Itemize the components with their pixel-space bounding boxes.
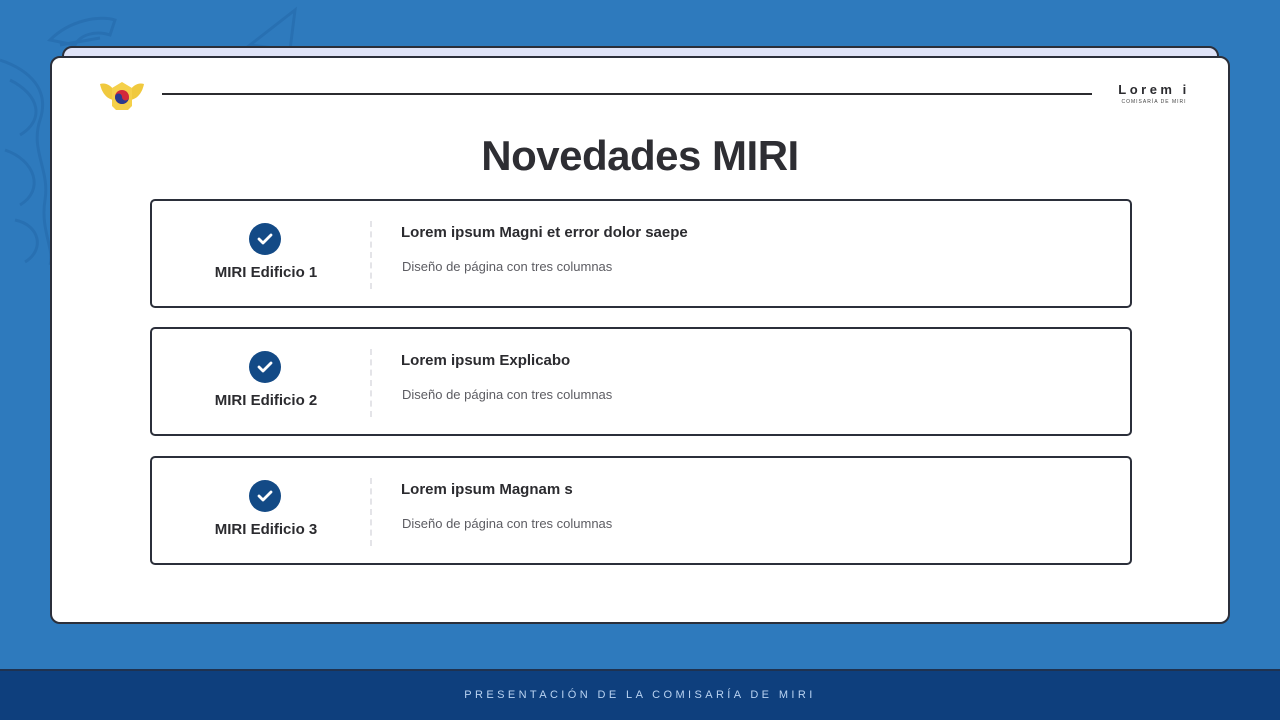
list-item [150,327,1132,436]
brand-name: Lorem i [1118,82,1190,97]
brand-subtitle: COMISARÍA DE MIRI [1121,99,1187,105]
dashed-divider [370,221,372,289]
row-description: Diseño de página con tres columnas [402,259,613,274]
brand-block [1114,82,1194,105]
slide-card [50,56,1230,624]
row-left-column [152,329,372,434]
dashed-divider [370,478,372,546]
row-label: MIRI Edificio 3 [214,521,318,538]
row-label: MIRI Edificio 1 [214,264,318,281]
dashed-divider [370,349,372,417]
list-item [150,199,1132,308]
check-circle-icon [249,480,281,512]
footer-bar [0,669,1280,720]
list-item [150,456,1132,565]
police-emblem-icon [98,78,146,114]
row-description: Diseño de página con tres columnas [402,387,613,402]
row-left-column [152,201,372,306]
row-description: Diseño de página con tres columnas [402,516,613,531]
footer-text: PRESENTACIÓN DE LA COMISARÍA DE MIRI [464,688,816,701]
page-title: Novedades MIRI [481,132,799,179]
row-title: Lorem ipsum Explicabo [401,352,571,369]
row-title: Lorem ipsum Magnam s [401,481,573,498]
row-left-column [152,458,372,563]
header-rule [162,93,1092,95]
check-circle-icon [249,351,281,383]
row-title: Lorem ipsum Magni et error dolor saepe [401,224,688,241]
row-label: MIRI Edificio 2 [214,392,318,409]
check-circle-icon [249,223,281,255]
